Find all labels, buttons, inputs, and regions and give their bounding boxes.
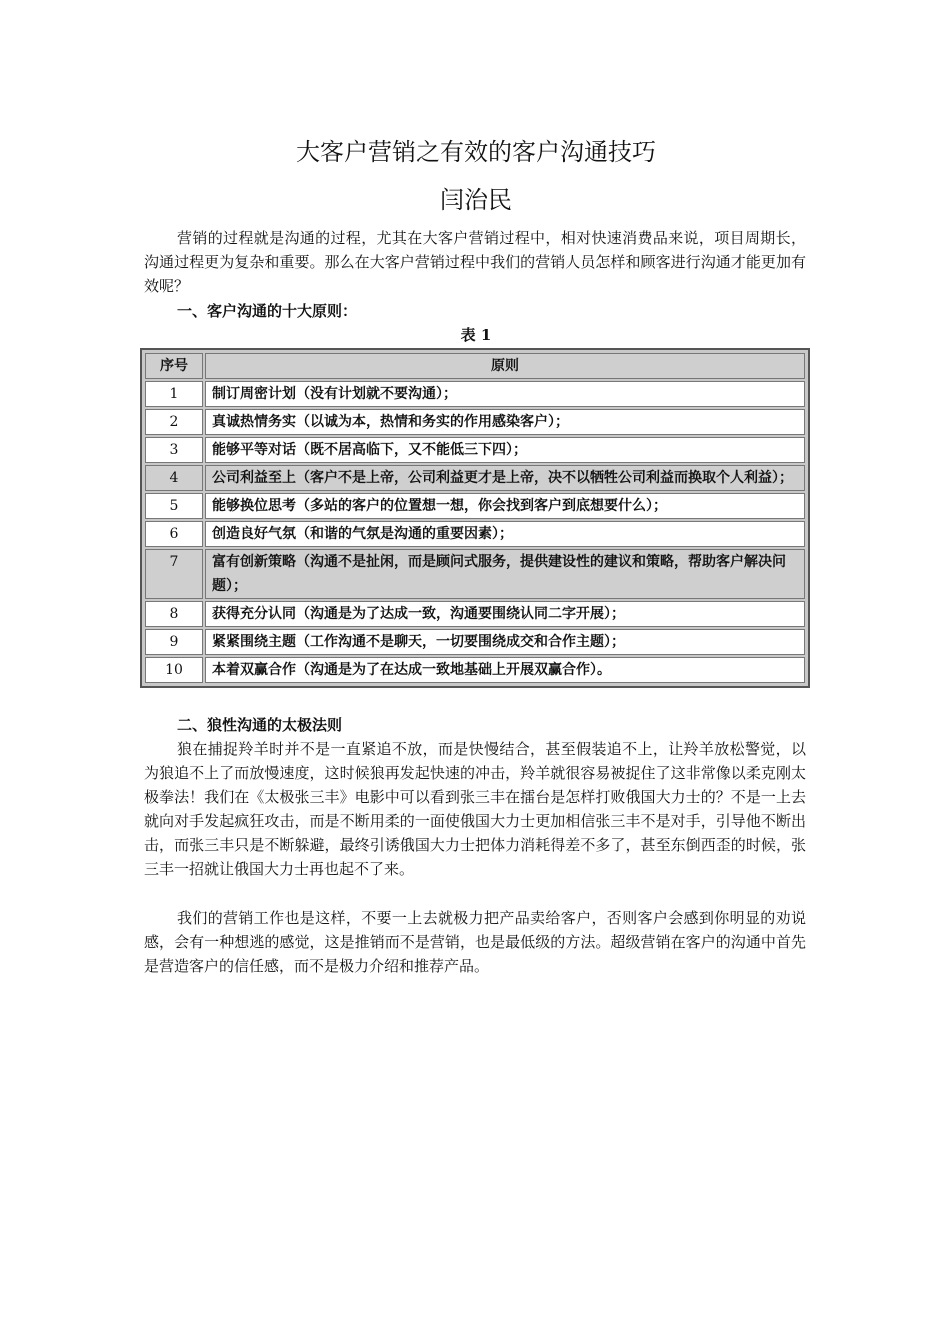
section1-heading: 一、客户沟通的十大原则：	[177, 302, 358, 320]
marketing-paragraph: 我们的营销工作也是这样，不要一上去就极力把产品卖给客户，否则客户会感到你明显的劝说感，会有一种想逃的感觉，这是推销而不是营销，也是最低级的方法。超级营销在客户的沟通中首先是营造客户的信任感，而不是极力介绍和推荐产品。	[144, 909, 806, 975]
row-num: 1	[145, 381, 203, 407]
table-row	[145, 381, 805, 407]
row-text: 紧紧围绕主题（工作沟通不是聊天，一切要围绕成交和合作主题）；	[205, 629, 805, 655]
row-num: 8	[145, 601, 203, 627]
table-row	[145, 465, 805, 491]
row-num: 2	[145, 409, 203, 435]
row-num: 4	[145, 465, 203, 491]
row-text: 本着双赢合作（沟通是为了在达成一致地基础上开展双赢合作）。	[205, 657, 805, 683]
header-principle: 原则	[205, 353, 805, 379]
table-row	[145, 409, 805, 435]
row-num: 3	[145, 437, 203, 463]
row-num: 10	[145, 657, 203, 683]
table-caption: 表 1	[460, 326, 492, 344]
row-text: 获得充分认同（沟通是为了达成一致，沟通要围绕认同二字开展）；	[205, 601, 805, 627]
table-row	[145, 657, 805, 683]
row-text: 制订周密计划（没有计划就不要沟通）；	[205, 381, 805, 407]
header-num: 序号	[145, 353, 203, 379]
row-text: 能够平等对话（既不居高临下，又不能低三下四）；	[205, 437, 805, 463]
wolf-paragraph: 狼在捕捉羚羊时并不是一直紧追不放，而是快慢结合，甚至假装追不上，让羚羊放松警觉，以为狼追不上了而放慢速度，这时候狼再发起快速的冲击，羚羊就很容易被捉住了这非常像以柔克刚太极拳法！我们在《太极张三丰》电影中可以看到张三丰在擂台是怎样打败俄国大力士的？不是一上去就向对手发起疯狂攻击，而是不断用柔的一面使俄国大力士更加相信张三丰不是对手，引导他不断出击，而张三丰只是不断躲避，最终引诱俄国大力士把体力消耗得差不多了，甚至东倒西歪的时候，张三丰一招就让俄国大力士再也起不了来。	[144, 740, 806, 878]
row-text: 公司利益至上（客户不是上帝，公司利益更才是上帝，决不以牺牲公司利益而换取个人利益）；	[205, 465, 805, 491]
table-row	[145, 437, 805, 463]
row-text: 能够换位思考（多站的客户的位置想一想，你会找到客户到底想要什么）；	[205, 493, 805, 519]
document-author: 闫治民	[440, 186, 512, 214]
document-title: 大客户营销之有效的客户沟通技巧	[296, 138, 656, 166]
table-header-row	[145, 353, 805, 379]
table-row	[145, 521, 805, 547]
row-text: 富有创新策略（沟通不是扯闲，而是顾问式服务，提供建设性的建议和策略，帮助客户解决问题）；	[205, 549, 805, 599]
row-text: 真诚热情务实（以诚为本，热情和务实的作用感染客户）；	[205, 409, 805, 435]
section2-heading: 二、狼性沟通的太极法则	[177, 716, 343, 734]
table-row	[145, 549, 805, 599]
table-row	[145, 629, 805, 655]
row-num: 9	[145, 629, 203, 655]
row-num: 5	[145, 493, 203, 519]
table-row	[145, 601, 805, 627]
row-text: 创造良好气氛（和谐的气氛是沟通的重要因素）；	[205, 521, 805, 547]
intro-paragraph: 营销的过程就是沟通的过程，尤其在大客户营销过程中，相对快速消费品来说，项目周期长，沟通过程更为复杂和重要。那么在大客户营销过程中我们的营销人员怎样和顾客进行沟通才能更加有效呢？	[144, 229, 806, 295]
row-num: 7	[145, 549, 203, 599]
row-num: 6	[145, 521, 203, 547]
principles-table	[140, 348, 810, 688]
table-row	[145, 493, 805, 519]
